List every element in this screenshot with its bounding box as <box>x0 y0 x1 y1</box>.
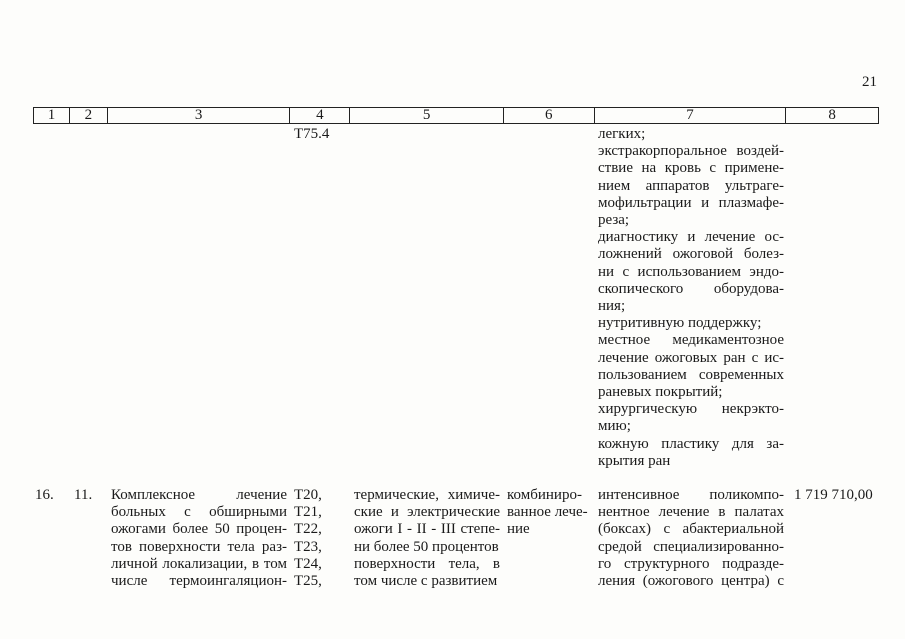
header-col-7: 7 <box>595 108 787 123</box>
cont-col7-line: крытия ран <box>598 452 671 469</box>
cont-col7-line: экстракорпоральное воздей- <box>598 143 784 160</box>
header-col-3: 3 <box>108 108 291 123</box>
row16-col5-line: ожоги I - II - III степе- <box>354 521 500 538</box>
row16-col7-line: ления (ожогового центра) с <box>598 573 784 590</box>
header-col-2: 2 <box>70 108 108 123</box>
row16-col5-line: ские и электрические <box>354 504 500 521</box>
cont-col7-line: легких; <box>598 126 646 142</box>
row16-col6-text <box>507 487 595 539</box>
table-header-row <box>33 107 879 124</box>
row16-col4-line: T22, <box>294 521 322 538</box>
row16-col8-price: 1 719 710,00 <box>794 487 873 503</box>
cont-col7-line: лечение ожоговых ран с ис- <box>598 349 784 366</box>
cont-col7-line: реза; <box>598 212 630 229</box>
cont-row-col7-text <box>598 126 784 470</box>
row16-col4-codes <box>294 487 322 590</box>
row16-col5-line: термические, химиче- <box>354 487 500 503</box>
cont-col7-line: ствие на кровь с примене- <box>598 160 784 177</box>
row16-col4-line: T20, <box>294 487 322 503</box>
row16-col4-line: T24, <box>294 555 322 572</box>
row16-col7-line: нентное лечение в палатах <box>598 504 784 521</box>
row16-col3-line: числе термоингаляцион- <box>111 573 287 590</box>
row16-col3-line: ожогами более 50 процен- <box>111 521 287 538</box>
header-col-6: 6 <box>504 108 595 123</box>
row16-col3-text <box>111 487 287 590</box>
cont-col7-line: нутритивную поддержку; <box>598 315 762 332</box>
row16-col3-line: тов поверхности тела раз- <box>111 538 287 555</box>
cont-col7-line: кожную пластику для за- <box>598 435 784 452</box>
row16-col3-line: больных с обширными <box>111 504 287 521</box>
row16-number: 16. <box>35 487 54 503</box>
cont-col7-line: мию; <box>598 418 631 435</box>
header-col-8: 8 <box>828 107 836 123</box>
row16-col5-line: ни более 50 процентов <box>354 538 499 555</box>
row16-col7-line: средой специализированно- <box>598 538 784 555</box>
row16-col3-line: личной локализации, в том <box>111 555 287 572</box>
cont-col7-line: хирургическую некрэкто- <box>598 401 784 418</box>
cont-col7-line: ния; <box>598 298 626 315</box>
row16-col5-line: поверхности тела, в <box>354 555 500 572</box>
header-col-4: 4 <box>290 108 350 123</box>
cont-col7-line: местное медикаментозное <box>598 332 784 349</box>
cont-col7-line: диагностику и лечение ос- <box>598 229 784 246</box>
row16-col6-line: ние <box>507 521 530 538</box>
row16-col6-line: ванное лече- <box>507 504 588 521</box>
row16-col3-line: Комплексное лечение <box>111 487 287 503</box>
cont-col7-line: нием аппаратов ультраге- <box>598 177 784 194</box>
row16-col5-text <box>354 487 500 590</box>
row16-col7-line: интенсивное поликомпо- <box>598 487 784 503</box>
row16-subnumber: 11. <box>74 487 93 503</box>
cont-col7-line: пользованием современных <box>598 366 784 383</box>
page-number: 21 <box>862 74 877 90</box>
row16-col7-line: го структурного подразде- <box>598 555 784 572</box>
row16-col7-text <box>598 487 784 590</box>
row16-col4-line: T21, <box>294 504 322 521</box>
header-col-1: 1 <box>34 108 70 123</box>
cont-col7-line: скопического оборудова- <box>598 280 784 297</box>
header-col-5: 5 <box>350 108 504 123</box>
cont-col7-line: раневых покрытий; <box>598 384 723 401</box>
row16-col5-line: том числе с развитием <box>354 573 498 590</box>
row16-col7-line: (боксах) с абактериальной <box>598 521 784 538</box>
row16-col6-line: комбиниро- <box>507 487 582 503</box>
row16-col4-line: T25, <box>294 573 322 590</box>
cont-col7-line: мофильтрации и плазмафе- <box>598 194 784 211</box>
cont-col7-line: ложнений ожоговой болез- <box>598 246 784 263</box>
row16-col4-line: T23, <box>294 538 322 555</box>
cont-col7-line: ни с использованием эндо- <box>598 263 784 280</box>
cont-row-col4-code: T75.4 <box>294 126 330 142</box>
